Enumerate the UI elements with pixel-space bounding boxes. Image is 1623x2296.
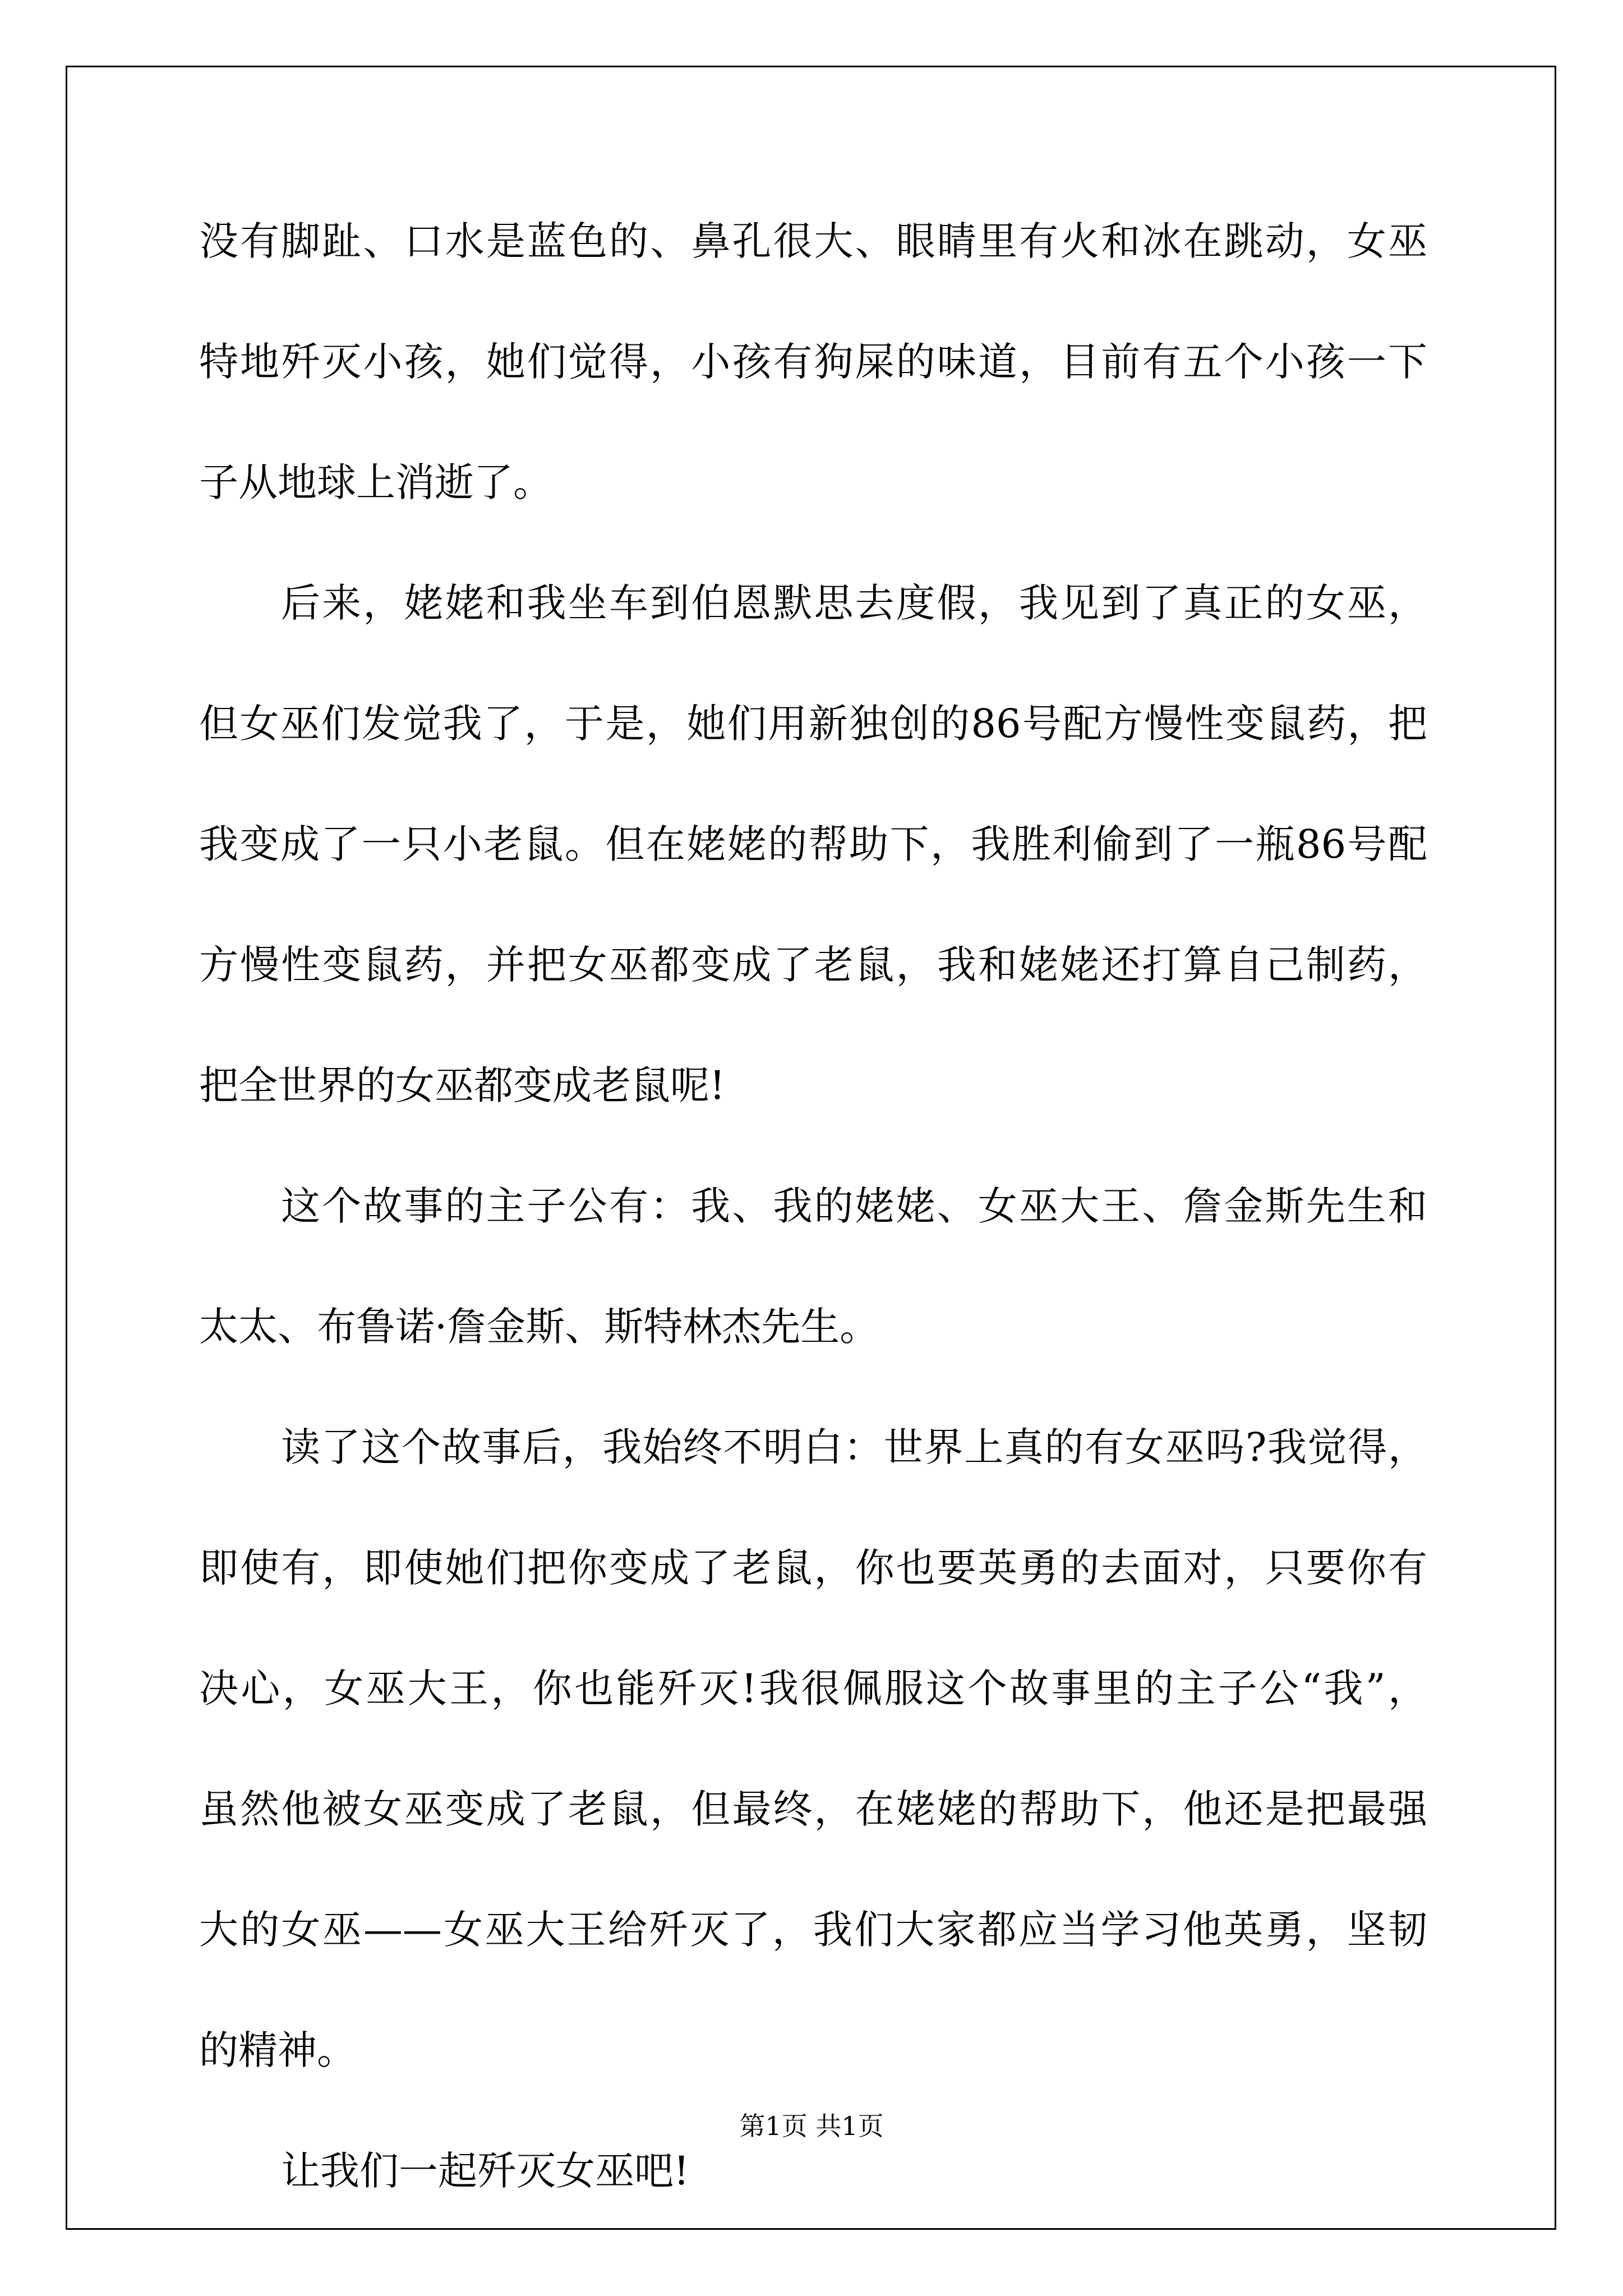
text-line: 特地歼灭小孩，她们觉得，小孩有狗屎的味道，目前有五个小孩一下 [199,339,1427,385]
text-line: 方慢性变鼠药，并把女巫都变成了老鼠，我和姥姥还打算自己制药， [199,942,1427,988]
text-line: 读了这个故事后，我始终不明白：世界上真的有女巫吗?我觉得， [281,1424,1427,1470]
text-line: 后来，姥姥和我坐车到伯恩默思去度假，我见到了真正的女巫， [281,580,1427,626]
text-line: 的精神。 [199,2027,356,2073]
text-line: 决心，女巫大王，你也能歼灭!我很佩服这个故事里的主子公“我”， [199,1665,1427,1711]
text-line: 虽然他被女巫变成了老鼠，但最终，在姥姥的帮助下，他还是把最强 [199,1786,1427,1832]
text-line: 没有脚趾、口水是蓝色的、鼻孔很大、眼睛里有火和冰在跳动，女巫 [199,218,1427,264]
text-line: 子从地球上消逝了。 [199,459,552,505]
page-footer: 第1页 共1页 [739,2111,884,2141]
text-line: 即使有，即使她们把你变成了老鼠，你也要英勇的去面对，只要你有 [199,1545,1427,1591]
text-line: 太太、布鲁诺·詹金斯、斯特林杰先生。 [199,1304,879,1350]
text-line: 让我们一起歼灭女巫吧! [281,2148,690,2194]
text-line: 这个故事的主子公有：我、我的姥姥、女巫大王、詹金斯先生和 [281,1183,1427,1229]
text-line: 大的女巫——女巫大王给歼灭了，我们大家都应当学习他英勇，坚韧 [199,1907,1427,1953]
text-line: 把全世界的女巫都变成老鼠呢! [199,1062,726,1108]
text-line: 我变成了一只小老鼠。但在姥姥的帮助下，我胜利偷到了一瓶86号配 [199,821,1427,867]
text-line: 但女巫们发觉我了，于是，她们用新独创的86号配方慢性变鼠药，把 [199,701,1427,747]
